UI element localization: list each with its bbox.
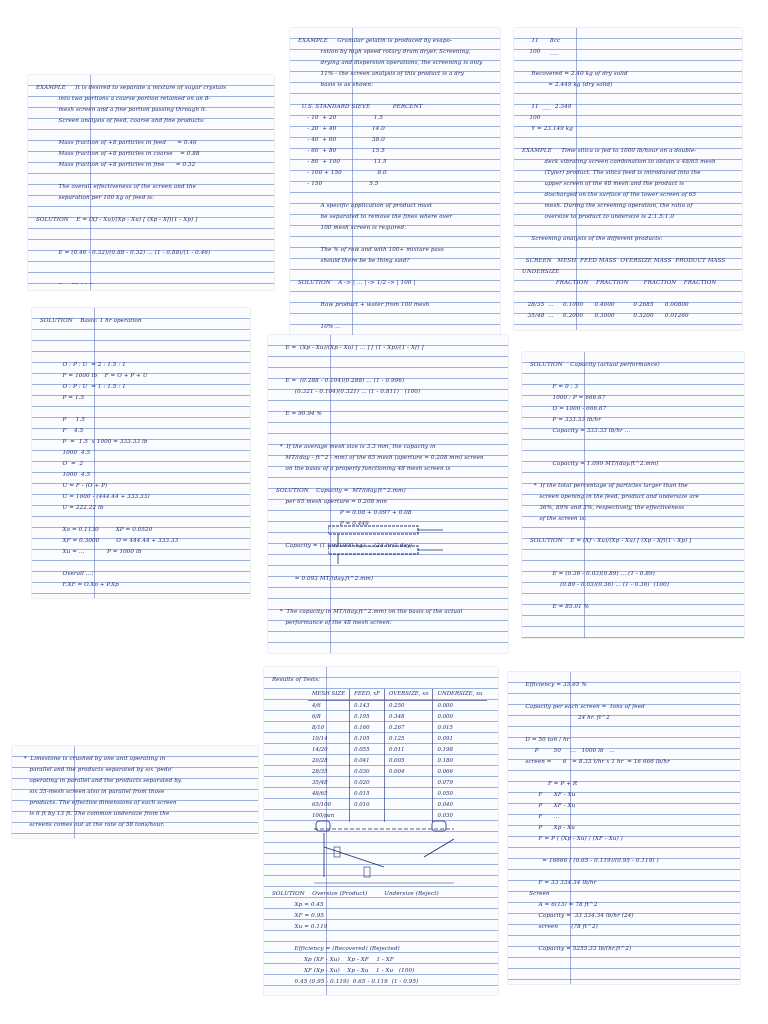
text-line [298,311,492,322]
text-line: P Xp - Xu [516,825,575,831]
handwritten-text [36,83,266,284]
table-cell: 10/14 [312,736,328,742]
text-line [298,267,492,278]
text-line [522,322,734,324]
table-cell: 0.040 [433,800,487,811]
table-cell: 0.105 [350,734,385,745]
text-line [40,338,242,349]
text-line: O : P : U = 1 : 1.5 : 1 [40,384,126,390]
text-line: 24 hr. ft^2 [516,715,610,721]
table-cell: 6/8 [312,714,321,720]
text-line [516,845,732,856]
text-line: F = 33 334.34 lb/hr [516,880,597,886]
text-line: P XF - Xu [516,803,576,809]
text-line: Screening analysis of the different products: [522,236,663,242]
handwritten-text [276,343,500,647]
text-line: Screen [516,891,550,897]
text-line [530,558,736,569]
text-line: Xp (XF - Xu) Xp - XF 1 - XF [272,957,394,963]
text-line: - 10 + 20 1.5 [298,115,384,121]
text-line: (0.89 - 0.03)(0.36) ... (1 - 0.36) (100) [530,582,670,588]
text-line: E = 90.94 % [276,411,322,417]
text-line [40,558,242,569]
text-line: XF = 0.95 [272,913,325,919]
notebook-page-4 [32,308,250,598]
text-line: is 6 ft by 13 ft. The common undersize from the [20,811,170,817]
text-line [522,91,734,102]
table-cell: 0.198 [433,745,487,756]
text-line: Screen analysis of feed, coarse and fine products: [36,118,206,124]
text-line: into two portions a coarse portion retained on an 8- [36,96,211,102]
text-line: E = (0.46 - 0.32)/(0.88 - 0.32) ... (1 - 0.88)/(1 - 0.46) [36,250,211,256]
table-cell: 0.267 [385,723,433,734]
text-line: F = 1000 lb F = O + P + U [40,373,148,379]
text-line: * If the total percentage of particles larger than the [530,483,688,489]
table-cell: 0.050 [433,789,487,800]
text-line: Efficiency = (Recovered) (Rejected) [272,946,400,952]
table-cell: 0.030 [433,811,487,822]
test-results-table [308,689,487,822]
text-line: products. The effective dimensions of each screen [20,800,177,806]
text-line [36,237,266,248]
notebook-page-7 [12,746,258,838]
table-cell: 0.180 [433,756,487,767]
table-cell: 0.250 [385,701,433,713]
text-line: 36%, 89% and 3%, respectively, the effectiveness [530,505,685,511]
text-line: discharged on the surface of the lower screen of 65 [522,192,697,198]
text-line [276,585,500,596]
text-line: The overall effectiveness of the screen and the [36,184,196,190]
table-cell: 0.000 [433,701,487,713]
text-line: be separated to remove the fines where over [298,214,453,220]
table-cell: 0.010 [350,800,385,811]
text-line [276,354,500,365]
text-line: Xu = ... P = 1000 lb [40,549,142,555]
text-line: - 60 + 80 15.5 [298,148,385,154]
text-line: 100 [522,115,543,121]
text-line: ration by high speed rotary drum dryer. Screening, [298,49,471,55]
text-line [530,437,736,448]
text-line: E = 85.01 % [530,604,590,610]
text-line: 28/35 ... 0.1000 0.4000 0.2685 0.00800 [522,302,689,308]
text-line: deck vibrating screen combination to obtain a 48/65 mesh [522,159,716,165]
text-line: - 80 + 100 11.5 [298,159,387,165]
text-line [298,234,492,245]
table-cell: 0.195 [350,712,385,723]
text-line: drying and dispersion operations, the screening is only [298,60,483,66]
text-line: SOLUTION Oversize (Product) Undersize (Reject) [272,891,439,897]
text-line [516,768,732,779]
text-line: U = 1000 - (444.44 + 333.33) [40,494,150,500]
notebook-page-6 [522,352,744,638]
text-line: screen (78 ft^2) [516,924,598,930]
text-line [36,204,266,215]
text-line: separation per 100 kg of feed is: [36,195,155,201]
text-line [530,371,736,382]
table-cell: 0.020 [350,778,385,789]
text-line [40,349,242,360]
table-cell: 0.348 [385,712,433,723]
text-line [522,223,734,234]
text-line: Efficiency = 35.65 % [516,682,587,688]
text-line: SOLUTION Capacity = MT/(day.ft^2.mm) [276,488,406,494]
text-line: mesh. During the screening operation, the ratio of [522,203,693,209]
text-line: * Limestone is crushed by one unit operating in [20,756,166,762]
table-header-cell: FEED, xF [350,689,385,701]
text-line: parallel and the products separated by six 'pedo' [20,767,173,773]
table-row [308,767,487,778]
text-line: mesh screen and a fine portion passing through it. [36,107,208,113]
table-cell: 48/65 [312,791,328,797]
text-line: SOLUTION E = (Xf - Xu)/(Xp - Xu) [ (Xp - Xf)(1 - Xp) ] [530,538,692,544]
text-line: 35/48 ... 0.2000 0.3000 0.3200 0.01260 [522,313,689,319]
text-line [522,58,734,69]
text-line: * If the average mesh size is 3.3 mm, the capacity in [276,444,436,450]
text-line: MT/(day - ft^2 - mm) of the 65 mesh (aperture = 0.208 mm) screen [276,455,484,461]
text-line [40,327,242,338]
text-line: D = 50 ton / hr [516,737,570,743]
text-line: P = 1.5 [40,395,85,401]
text-line: - 40 + 60 38.0 [298,137,385,143]
text-line [530,470,736,481]
text-line: Xo = 0.1130 XP = 0.0520 [40,527,153,533]
table-cell: 0.125 [385,734,433,745]
text-line: should there be be thing said? [298,258,410,264]
text-line: = 16666 ( (0.65 - 0.119)/(0.95 - 0.119) ) [516,858,659,864]
text-line: (0.321 - 0.104)(0.321) ... (1 - 0.811) (100) [276,389,421,395]
text-line: oversize to product to undersize is 2:1.5:1.0 [522,214,675,220]
table-cell: 0.000 [433,712,487,723]
screen-sketch-icon [328,520,448,565]
text-line: P 50 ... 1000 lb ... [516,748,615,754]
text-line: upper screen of the 48 mesh and the product is [522,181,685,187]
table-header-cell: MESH SIZE [308,689,350,701]
text-line [40,591,242,592]
text-line [530,547,736,558]
notebook-page-9 [508,672,740,984]
handwritten-text [298,36,492,334]
text-line [276,365,500,376]
table-cell: 0.030 [350,767,385,778]
text-line [276,431,500,442]
notebook-page-1 [28,75,274,290]
text-line: - 100 + 150 8.0 [298,170,387,176]
table-cell: 0.015 [433,723,487,734]
text-line [522,245,734,256]
table-cell: 100/pan [312,813,335,819]
table-row [308,734,487,745]
text-line: P = 1.5 x 1000 = 333.33 lb [40,439,148,445]
text-line: operating in parallel and the products separated by [20,778,182,784]
text-line [522,289,734,300]
text-line [36,226,266,237]
text-line: Mass fraction of +8 particles in fine = 0.32 [36,162,196,168]
table-cell [385,778,433,789]
notebook-page-2 [290,28,500,340]
text-line [516,867,732,878]
text-line [276,398,500,409]
table-row [308,701,487,713]
text-line: Recovered = 2.40 kg of dry solid [522,71,628,77]
text-line [276,596,500,607]
table-cell: 0.079 [433,778,487,789]
text-line: (Tyler) product. The silica feed is introduced into the [522,170,701,176]
text-line [516,724,732,735]
text-line [272,933,490,944]
text-line: Capacity per each screen = tons of feed [516,704,645,710]
text-line: 0.45 (0.95 - 0.119) 0.65 - 0.119 (1 - 0.95) [272,979,419,985]
text-line: O = 2 [40,461,84,467]
text-line [298,289,492,300]
text-line: screen opening in the feed, product and undersize are [530,494,699,500]
text-line: O = 1000 - 666.67 [530,406,607,412]
handwritten-text [516,680,732,978]
text-line: Raw product + water from 100 mesh [298,302,430,308]
text-line [36,171,266,182]
text-line: on the basis of a properly functioning 48 mesh screen is [276,466,451,472]
text-line: screen = 6 = 8.33 t/hr x 1 hr = 16 666 lb/hr [516,759,670,765]
text-line [36,281,266,284]
text-line: XF (Xp - Xu) Xp - Xu 1 - Xu (100) [272,968,415,974]
text-line: P = 333.33 lb/hr [530,417,602,423]
text-line: F ... [516,814,560,820]
results-header: Results of Tests: [272,677,321,683]
text-line: F XF - Xu [516,792,576,798]
text-line [40,514,242,525]
text-line: 1000 4.5 [40,472,91,478]
text-line [516,933,732,944]
handwritten-text [522,36,734,324]
screen-flow-diagram-icon [304,817,464,887]
text-line: XF = 0.3000 O = 444.44 + 333.33 [40,538,179,544]
table-cell: 0.005 [385,756,433,767]
text-line: FRACTION FRACTION FRACTION FRACTION [522,280,717,286]
table-cell: 0.015 [350,789,385,800]
table-cell: 28/35 [312,769,328,775]
table-row [308,712,487,723]
text-line: Capacity = 333.33 lb/hr ... [530,428,631,434]
text-line: Capacity = 33 334.34 lb/hr (24) [516,913,634,919]
table-cell: 0.055 [350,745,385,756]
text-line [36,127,266,138]
handwritten-text [272,889,490,989]
text-line: Capacity = 5255.33 lb/(hr.ft^2) [516,946,632,952]
text-line: screens comes out at the rate of 58 tons/hour. [20,822,165,828]
handwritten-text [530,360,736,632]
text-line [522,135,734,146]
table-cell: 0.160 [350,723,385,734]
notebook-page-3 [514,28,742,330]
text-line: Y = 23.149 kg [522,126,573,132]
table-cell: 65/100 [312,802,331,808]
text-line: = 2.449 kg (dry solid) [522,82,613,88]
text-line [530,525,736,536]
table-cell: 14/20 [312,747,328,753]
text-line: F 4.5 [40,428,84,434]
text-line: SOLUTION Basis: 1 hr operation [40,318,142,324]
table-row [308,756,487,767]
table-cell: 35/48 [312,780,328,786]
handwritten-text [40,316,242,592]
text-line: 1000 : P = 666.67 [530,395,606,401]
text-line: 11 ___ 2.349 [522,104,572,110]
text-line: SCREEN MESH FEED MASS OVERSIZE MASS PRODUCT MASS UNDERSIZE [522,258,730,275]
text-line [298,91,492,102]
text-line [530,591,736,602]
text-line: - 150 5.5 [298,181,379,187]
table-cell [385,800,433,811]
text-line: 11% - the screen analysis of this product is a dry [298,71,465,77]
text-line: EXAMPLE Granular gelatin is produced by evapo- [298,38,452,44]
text-line: Mass fraction of +8 particles in feed = 0.46 [36,140,197,146]
text-line: SOLUTION E = (Xf - Xu)/(Xp - Xu) [ (Xp - Xf)(1 - Xp) ] [36,217,198,223]
text-line: basis is as shown: [298,82,374,88]
table-cell: 0.143 [350,701,385,713]
text-line: U = 222.22 lb [40,505,104,511]
text-line: performance of the 48 mesh screen: [276,620,392,626]
table-row [308,723,487,734]
text-line: * The capacity in MT/(day.ft^2.mm) on the basis of the actual [276,609,463,615]
text-line [40,404,242,415]
table-row [308,789,487,800]
text-line: F = P + R [516,781,578,787]
notebook-page-5 [268,335,508,653]
table-header-cell: UNDERSIZE, xu [433,689,487,701]
text-line: - 20 + 40 14.0 [298,126,385,132]
table-cell: 0.066 [433,767,487,778]
text-line: 1000 4.5 [40,450,91,456]
text-line [36,259,266,270]
table-cell [385,789,433,800]
text-line: The % of raw and with 100+ mixture pass [298,247,444,253]
text-line: E = (Xp - Xu)/(Xp - Xu) [ ... ] [ (1 - Xp)/(1 - Xf) ] [276,345,424,351]
text-line [530,448,736,459]
text-line [36,270,266,281]
text-line: per 65 mesh aperture = 0.208 mm [276,499,387,505]
text-line [298,190,492,201]
text-line [272,988,490,989]
text-line: U = F - (O + P) [40,483,108,489]
table-cell: 4/6 [312,703,321,709]
text-line: E = (0.36 - 0.03)(0.89) ... (1 - 0.89) [530,571,655,577]
text-line: P = 0.449 [276,521,369,527]
table-row [308,745,487,756]
text-line: 100 mesh screen is required. [298,225,407,231]
text-line: of the screen is: [530,516,587,522]
text-line: Overall ...: [40,571,94,577]
text-line: Capacity = 1.099 MT/(day.ft^2.mm) [530,461,659,467]
text-line [276,420,500,431]
text-line: EXAMPLE It is desired to separate a mixture of sugar crystals [36,85,227,91]
table-cell: 0.041 [350,756,385,767]
table-cell: 0.004 [385,767,433,778]
text-line: 10% ... [298,324,343,330]
text-line: EXAMPLE Time silica is fed to 1000 lb/hour on a double- [522,148,697,154]
table-cell: 20/28 [312,758,328,764]
text-line: A specific application of product must [298,203,433,209]
text-line: Capacity = (1 ton/1000 kg) ... (24 hr/1 day) [276,543,413,549]
text-line: P 1.5 [40,417,85,423]
text-line: Xp = 0.45 [272,902,324,908]
handwritten-text [20,754,250,832]
text-line: 100 ___ [522,49,559,55]
text-line: six 35-mesh screen also in parallel from those [20,789,165,795]
notebook-page-8 [264,667,498,995]
table-header-cell: OVERSIZE, xo [385,689,433,701]
text-line [276,475,500,486]
text-line: A = 6(13) = 78 ft^2 [516,902,598,908]
text-line: SOLUTION A -> | ... | -> 1/2 -> | 100 | [298,280,416,286]
text-line [516,691,732,702]
text-line: Xu = 0.119 [272,924,328,930]
table-cell: 0.011 [385,745,433,756]
text-line: U.S. STANDARD SIEVE PERCENT [298,104,423,110]
table-row [308,778,487,789]
table-row [308,800,487,811]
table-header-row [308,689,487,701]
text-line: E = (0.288 - 0.104)(0.288) ... (1 - 0.996) [276,378,405,384]
table-cell: 0.091 [433,734,487,745]
text-line: 11 8cc [522,38,561,44]
text-line: F.XF = O.Xo + P.Xp [40,582,119,588]
text-line: F = 0 : 3 [530,384,579,390]
text-line: Mass fraction of +8 particles in coarse = 0.88 [36,151,200,157]
text-line: P = 0.08 + 0.097 + 0.08 [276,510,412,516]
text-line: O : P : U = 2 : 1.5 : 1 [40,362,126,368]
text-line: = 0.093 MT/(day.ft^2.mm) [276,576,374,582]
table-cell: 8/10 [312,725,325,731]
text-line: SOLUTION Capacity (actual performance) [530,362,660,368]
text-line [298,333,492,334]
text-line: F = P ( (Xp - Xu) / (XF - Xu) ) [516,836,623,842]
